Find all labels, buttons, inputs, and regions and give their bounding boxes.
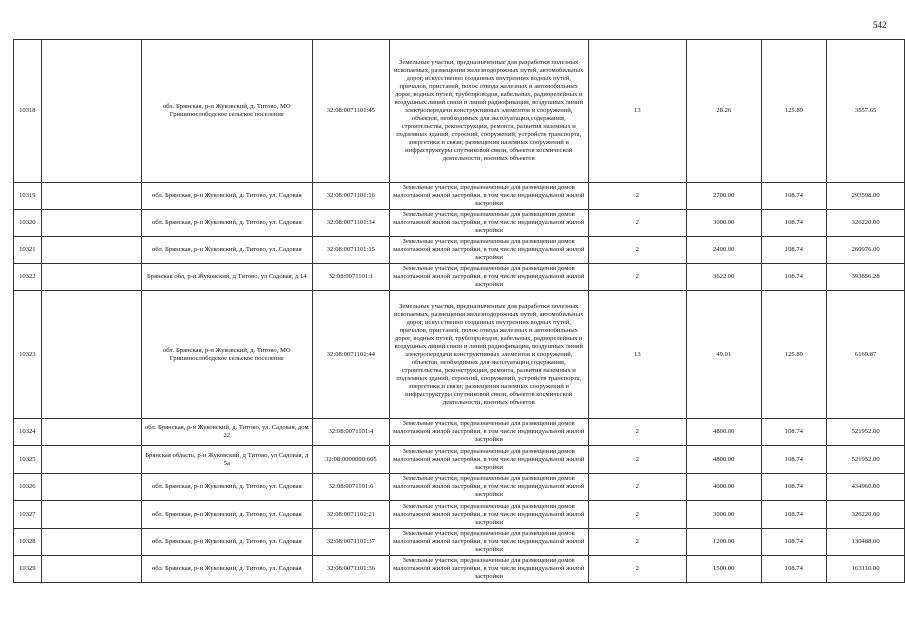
empty-gap-cell [41, 264, 141, 291]
empty-gap-cell [41, 210, 141, 237]
land-use-cell: Земельные участки, предназначенные для размещения домов малоэтажной жилой застройки, в том числе индивидуальной жилой застройки [389, 446, 588, 474]
empty-gap-cell [41, 419, 141, 446]
category-cell: 2 [588, 264, 686, 291]
page-number: 542 [873, 20, 887, 30]
parcel-id-cell: 10328 [14, 529, 42, 556]
cadastral-number-cell: 32:08:0071101:6 [312, 474, 389, 501]
table-row [14, 419, 905, 446]
address-cell: обл. Брянская, р-н Жуковский, д. Титово, ул. Садовая [141, 474, 312, 501]
cadastral-number-cell: 32:08:0071101:37 [312, 529, 389, 556]
rate-cell: 125.89 [761, 291, 827, 419]
cadastral-value-cell: 521952.00 [827, 419, 905, 446]
empty-gap-cell [41, 237, 141, 264]
area-cell: 1500.00 [687, 556, 761, 583]
area-cell: 3000.00 [687, 501, 761, 529]
rate-cell: 108.74 [761, 501, 827, 529]
address-cell: обл. Брянская, р-н Жуковский, д. Титово, ул. Садовая, дом 22 [141, 419, 312, 446]
address-cell: обл. Брянская, р-н Жуковский, д. Титово, ул. Садовая [141, 237, 312, 264]
land-use-cell: Земельные участки, предназначенные для разработки полезных ископаемых, размещения железнодорожных путей, автомобильных дорог, искусственно созданных внутренних водных путей, причалов, пристаней, полос отвода железных и автомобильных дорог, водных путей, трубопроводов, кабельных, радиорелейных и воздушных линий связи и линий радиофикации, воздушных линий электропередачи конструктивных элементов и сооружений, объектов, необходимых для эксплуатации,содержания, строительства, реконструкции, ремонта, развития наземных и подземных зданий, строений, сооружений, устройств транспорта, энергетики и связи; размещения наземных сооружений и инфраструктуры спутниковой связи, объектов космической деятельности, военных объектов [389, 40, 588, 183]
land-use-cell: Земельные участки, предназначенные для размещения домов малоэтажной жилой застройки, в том числе индивидуальной жилой застройки [389, 501, 588, 529]
cadastral-number-cell: 32:08:0000000:605 [312, 446, 389, 474]
table-row [14, 446, 905, 474]
rate-cell: 108.74 [761, 237, 827, 264]
cadastral-number-cell: 32:08:0071101:34 [312, 210, 389, 237]
land-use-cell: Земельные участки, предназначенные для размещения домов малоэтажной жилой застройки, в том числе индивидуальной жилой застройки [389, 529, 588, 556]
cadastral-number-cell: 32:08:0071101:16 [312, 183, 389, 210]
address-cell: обл. Брянская, р-н Жуковский, д. Титово, ул. Садовая [141, 501, 312, 529]
rate-cell: 108.74 [761, 446, 827, 474]
address-cell: обл. Брянская, р-н Жуковский, д. Титово, МО Гришинослободское сельское поселение [141, 291, 312, 419]
address-cell: обл. Брянская, р-н Жуковский, д. Титово, ул. Садовая [141, 529, 312, 556]
cadastral-value-cell: 326220.00 [827, 210, 905, 237]
table-row [14, 501, 905, 529]
parcel-id-cell: 10323 [14, 291, 42, 419]
empty-gap-cell [41, 501, 141, 529]
category-cell: 2 [588, 237, 686, 264]
table-row [14, 210, 905, 237]
rate-cell: 108.74 [761, 474, 827, 501]
area-cell: 2700.00 [687, 183, 761, 210]
empty-gap-cell [41, 183, 141, 210]
table-row [14, 237, 905, 264]
rate-cell: 108.74 [761, 529, 827, 556]
cadastral-value-cell: 6169.87 [827, 291, 905, 419]
cadastral-value-cell: 260976.00 [827, 237, 905, 264]
land-use-cell: Земельные участки, предназначенные для размещения домов малоэтажной жилой застройки, в том числе индивидуальной жилой застройки [389, 264, 588, 291]
parcel-id-cell: 10319 [14, 183, 42, 210]
category-cell: 2 [588, 419, 686, 446]
area-cell: 4800.00 [687, 446, 761, 474]
cadastral-number-cell: 32:08:0071101:36 [312, 556, 389, 583]
empty-gap-cell [41, 556, 141, 583]
parcel-id-cell: 10318 [14, 40, 42, 183]
category-cell: 2 [588, 183, 686, 210]
cadastral-value-cell: 434960.00 [827, 474, 905, 501]
category-cell: 13 [588, 291, 686, 419]
category-cell: 2 [588, 529, 686, 556]
area-cell: 4000.00 [687, 474, 761, 501]
rate-cell: 125.89 [761, 40, 827, 183]
address-cell: Брянская обл, р-н Жуковский, д Титово, ул Садовая, д 14 [141, 264, 312, 291]
land-use-cell: Земельные участки, предназначенные для размещения домов малоэтажной жилой застройки, в том числе индивидуальной жилой застройки [389, 183, 588, 210]
table-row [14, 264, 905, 291]
cadastral-number-cell: 32:08:0071101:45 [312, 40, 389, 183]
category-cell: 2 [588, 210, 686, 237]
address-cell: обл. Брянская, р-н Жуковский, д. Титово, МО Гришинослободское сельское поселение [141, 40, 312, 183]
cadastral-number-cell: 32:08:0071101:21 [312, 501, 389, 529]
empty-gap-cell [41, 40, 141, 183]
table-row [14, 291, 905, 419]
parcel-id-cell: 10329 [14, 556, 42, 583]
table-row [14, 40, 905, 183]
area-cell: 49.01 [687, 291, 761, 419]
empty-gap-cell [41, 529, 141, 556]
cadastral-value-cell: 3557.65 [827, 40, 905, 183]
land-use-cell: Земельные участки, предназначенные для разработки полезных ископаемых, размещения железнодорожных путей, автомобильных дорог, искусственно созданных внутренних водных путей, причалов, пристаней, полос отвода железных и автомобильных дорог, водных путей, трубопроводов, кабельных, радиорелейных и воздушных линий связи и линий радиофикации, воздушных линий электропередачи конструктивных элементов и сооружений, объектов, необходимых для эксплуатации,содержания, строительства, реконструкции, ремонта, развития наземных и подземных зданий, строений, сооружений, устройств транспорта, энергетики и связи; размещения наземных сооружений и инфраструктуры спутниковой связи, объектов космической деятельности, военных объектов [389, 291, 588, 419]
rate-cell: 108.74 [761, 556, 827, 583]
cadastral-value-cell: 326220.00 [827, 501, 905, 529]
area-cell: 1200.00 [687, 529, 761, 556]
area-cell: 4800.00 [687, 419, 761, 446]
land-use-cell: Земельные участки, предназначенные для размещения домов малоэтажной жилой застройки, в том числе индивидуальной жилой застройки [389, 474, 588, 501]
land-use-cell: Земельные участки, предназначенные для размещения домов малоэтажной жилой застройки, в том числе индивидуальной жилой застройки [389, 419, 588, 446]
category-cell: 2 [588, 474, 686, 501]
empty-gap-cell [41, 291, 141, 419]
land-use-cell: Земельные участки, предназначенные для размещения домов малоэтажной жилой застройки, в том числе индивидуальной жилой застройки [389, 210, 588, 237]
land-use-cell: Земельные участки, предназначенные для размещения домов малоэтажной жилой застройки, в том числе индивидуальной жилой застройки [389, 237, 588, 264]
rate-cell: 108.74 [761, 264, 827, 291]
category-cell: 13 [588, 40, 686, 183]
parcel-id-cell: 10324 [14, 419, 42, 446]
table-body [14, 40, 905, 583]
table-row [14, 529, 905, 556]
parcel-id-cell: 10327 [14, 501, 42, 529]
parcel-id-cell: 10326 [14, 474, 42, 501]
cadastral-value-cell: 393856.28 [827, 264, 905, 291]
address-cell: обл. Брянская, р-н Жуковский, д. Титово, ул. Садовая [141, 210, 312, 237]
area-cell: 28.26 [687, 40, 761, 183]
land-use-cell: Земельные участки, предназначенные для размещения домов малоэтажной жилой застройки, в том числе индивидуальной жилой застройки [389, 556, 588, 583]
area-cell: 3622.00 [687, 264, 761, 291]
rate-cell: 108.74 [761, 210, 827, 237]
parcel-id-cell: 10320 [14, 210, 42, 237]
cadastral-number-cell: 32:08:0071101:1 [312, 264, 389, 291]
empty-gap-cell [41, 446, 141, 474]
cadastral-value-cell: 130488.00 [827, 529, 905, 556]
area-cell: 2400.00 [687, 237, 761, 264]
empty-gap-cell [41, 474, 141, 501]
area-cell: 3000.00 [687, 210, 761, 237]
parcel-id-cell: 10325 [14, 446, 42, 474]
table-row [14, 474, 905, 501]
cadastral-number-cell: 32:08:0071101:4 [312, 419, 389, 446]
address-cell: обл. Брянская, р-н Жуковский, д. Титово, ул. Садовая [141, 556, 312, 583]
land-registry-table [13, 39, 905, 583]
parcel-id-cell: 10322 [14, 264, 42, 291]
rate-cell: 108.74 [761, 183, 827, 210]
category-cell: 2 [588, 446, 686, 474]
cadastral-value-cell: 293598.00 [827, 183, 905, 210]
cadastral-number-cell: 32:08:0071101:44 [312, 291, 389, 419]
table-row [14, 183, 905, 210]
cadastral-value-cell: 521952.00 [827, 446, 905, 474]
address-cell: Брянская область, р-н Жуковский, д Титово, ул Садовая, д 5а [141, 446, 312, 474]
cadastral-number-cell: 32:08:0071101:15 [312, 237, 389, 264]
cadastral-value-cell: 163110.00 [827, 556, 905, 583]
rate-cell: 108.74 [761, 419, 827, 446]
category-cell: 2 [588, 501, 686, 529]
table-row [14, 556, 905, 583]
parcel-id-cell: 10321 [14, 237, 42, 264]
category-cell: 2 [588, 556, 686, 583]
address-cell: обл. Брянская, р-н Жуковский, д. Титово, ул. Садовая [141, 183, 312, 210]
